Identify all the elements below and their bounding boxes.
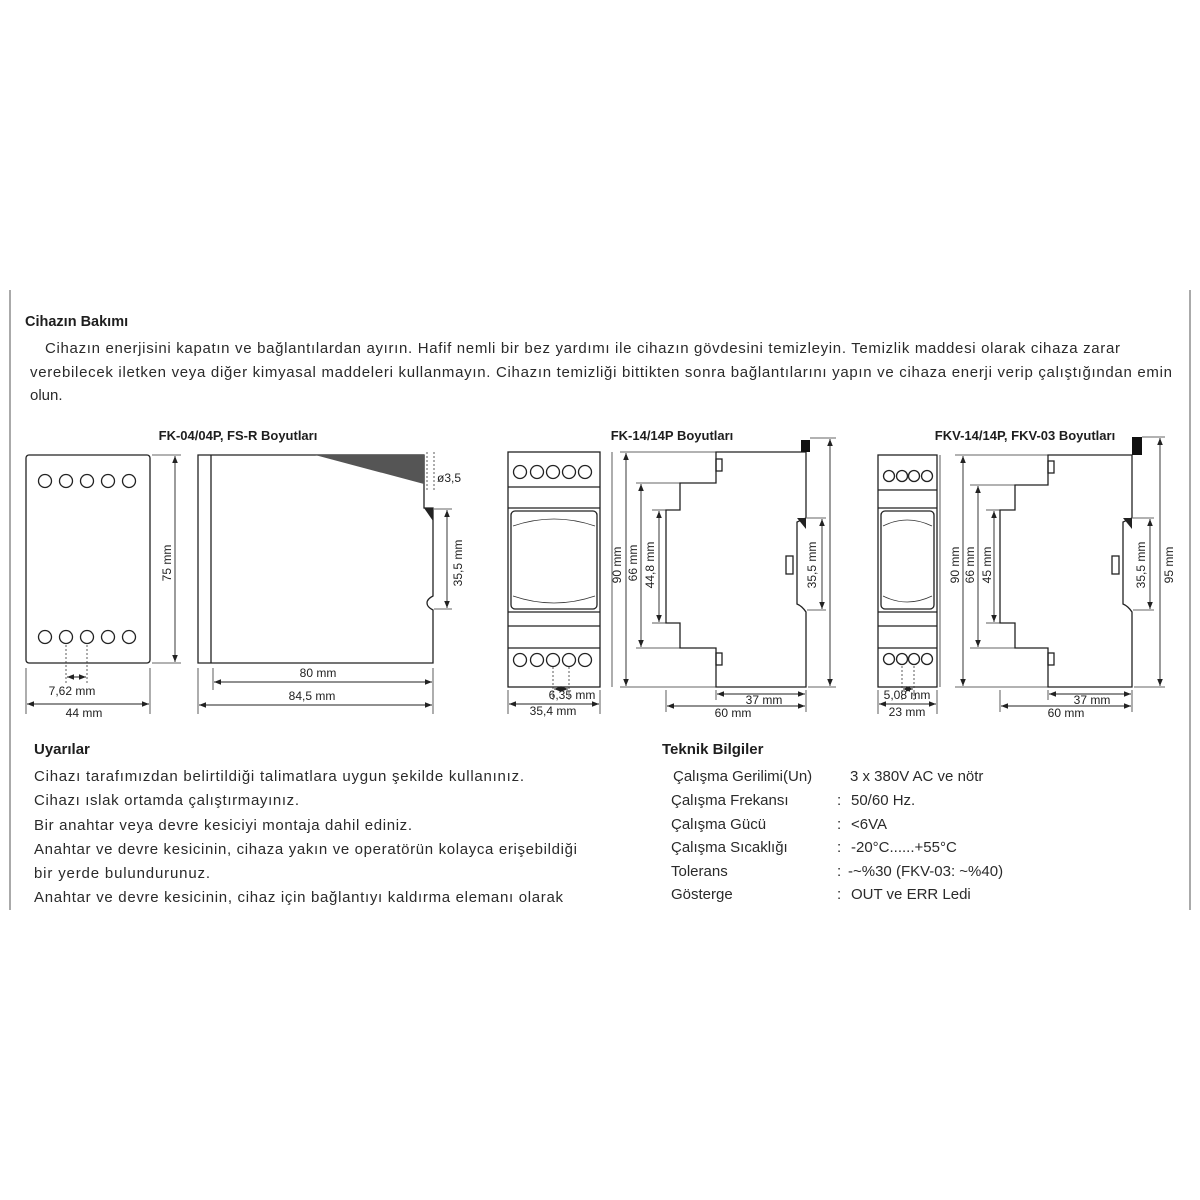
fk04-width-label: 44 mm bbox=[65, 706, 103, 720]
terminal-bump bbox=[1048, 461, 1054, 473]
fkv14-title: FKV-14/14P, FKV-03 Boyutları bbox=[934, 428, 1116, 443]
fkv14-depth-rail-label: 37 mm bbox=[1073, 693, 1111, 707]
fk04-title: FK-04/04P, FS-R Boyutları bbox=[158, 428, 318, 443]
terminal-bump bbox=[716, 653, 722, 665]
terminal-screw bbox=[563, 466, 576, 479]
front-window-arc bbox=[513, 596, 595, 603]
front-window bbox=[511, 511, 597, 609]
terminal-screw bbox=[897, 654, 908, 665]
terminal-screw bbox=[81, 475, 94, 488]
terminal-screw bbox=[884, 471, 895, 482]
terminal-screw bbox=[884, 654, 895, 665]
fk04-pitch-label: 7,62 mm bbox=[48, 684, 96, 698]
fk14-depth-rail-label: 37 mm bbox=[745, 693, 783, 707]
fkv14-pitch-label: 5,08 mm bbox=[883, 688, 931, 702]
specs-section bbox=[662, 741, 1003, 903]
terminal-screw bbox=[579, 466, 592, 479]
spec-separator: : bbox=[837, 886, 842, 903]
spec-label: Çalışma Gerilimi(Un) bbox=[673, 768, 813, 785]
terminal-screw bbox=[909, 471, 920, 482]
maintenance-line: verebilecek iletken veya diğer kimyasal maddeleri kullanmayın. Cihazın temizliği bittikten sonra bağlantılarını yapın ve cihaza enerji verip çalıştığından emin bbox=[30, 364, 1173, 381]
fkv14-depth-total-label: 60 mm bbox=[1047, 706, 1085, 720]
warnings-section bbox=[34, 741, 577, 906]
terminal-screw bbox=[102, 475, 115, 488]
warning-line: Cihazı ıslak ortamda çalıştırmayınız. bbox=[34, 792, 299, 809]
terminal-screw bbox=[123, 631, 136, 644]
fkv14-rail-label: 35,5 mm bbox=[1134, 541, 1148, 589]
terminal-screw bbox=[514, 466, 527, 479]
spec-label: Tolerans bbox=[671, 863, 728, 880]
terminal-screw bbox=[60, 631, 73, 644]
side-top-wedge bbox=[315, 455, 424, 484]
maintenance-title: Cihazın Bakımı bbox=[25, 314, 129, 330]
spec-value: -20°C......+55°C bbox=[851, 839, 957, 856]
warning-line: Bir anahtar veya devre kesiciyi montaja dahil ediniz. bbox=[34, 817, 412, 834]
spec-value: 3 x 380V AC ve nötr bbox=[850, 768, 984, 785]
fk04-side-view bbox=[198, 452, 434, 663]
fk14-depth-total-label: 60 mm bbox=[714, 706, 752, 720]
side-profile bbox=[666, 452, 806, 687]
fk14-front-view bbox=[508, 452, 600, 687]
spec-label: Çalışma Sıcaklığı bbox=[671, 839, 788, 856]
fk04-rail-label: 35,5 mm bbox=[451, 539, 465, 587]
front-window-arc bbox=[513, 519, 595, 526]
fk14-rail-label: 35,5 mm bbox=[805, 541, 819, 589]
fkv14-height-overall-label: 95 mm bbox=[1162, 546, 1176, 584]
specs-title: Teknik Bilgiler bbox=[662, 741, 764, 758]
warning-line: Anahtar ve devre kesicinin, cihaz için bağlantıyı kaldırma elemanı olarak bbox=[34, 889, 563, 906]
fk04-front-view bbox=[26, 455, 150, 663]
fk14-height-front-label: 44,8 mm bbox=[643, 541, 657, 589]
spec-label: Çalışma Frekansı bbox=[671, 792, 789, 809]
spec-separator: : bbox=[837, 863, 842, 880]
spec-label: Gösterge bbox=[671, 886, 733, 903]
fk04-depth-total-label: 84,5 mm bbox=[288, 689, 336, 703]
terminal-screw bbox=[102, 631, 115, 644]
fkv14-height-total-label: 90 mm bbox=[948, 546, 962, 584]
fk04-hole-label: ø3,5 bbox=[437, 471, 462, 485]
warning-line: bir yerde bulundurunuz. bbox=[34, 865, 210, 882]
release-slot bbox=[1112, 556, 1119, 574]
terminal-screw bbox=[909, 654, 920, 665]
terminal-bump bbox=[1048, 653, 1054, 665]
fkv14-drawing bbox=[878, 428, 1176, 720]
front-window bbox=[881, 511, 934, 609]
rail-clip bbox=[797, 518, 806, 529]
terminal-screw bbox=[897, 471, 908, 482]
fk14-height-total-label: 90 mm bbox=[610, 546, 624, 584]
fk04-drawing bbox=[26, 428, 465, 720]
warning-line: Anahtar ve devre kesicinin, cihaza yakın ve operatörün kolayca erişebildiği bbox=[34, 841, 577, 858]
terminal-screw bbox=[81, 631, 94, 644]
spec-value: <6VA bbox=[851, 816, 887, 833]
terminal-screw bbox=[531, 654, 544, 667]
fk14-title: FK-14/14P Boyutları bbox=[610, 428, 734, 443]
spec-separator: : bbox=[837, 792, 842, 809]
terminal-screw bbox=[922, 471, 933, 482]
fkv14-height-front-label: 45 mm bbox=[980, 546, 994, 584]
release-slot bbox=[786, 556, 793, 574]
terminal-screw bbox=[547, 654, 560, 667]
terminal-bump bbox=[716, 459, 722, 471]
terminal-screw bbox=[123, 475, 136, 488]
fk14-side-view bbox=[666, 440, 810, 687]
maintenance-line: Cihazın enerjisini kapatın ve bağlantılardan ayırın. Hafif nemli bir bez yardımı ile cihazın gövdesini temizleyin. Temizlik maddesi olarak cihaza zarar bbox=[45, 340, 1121, 357]
spec-label: Çalışma Gücü bbox=[671, 816, 767, 833]
front-window-arc bbox=[883, 520, 932, 526]
rail-clip bbox=[1123, 518, 1132, 529]
top-latch-block bbox=[1132, 437, 1142, 455]
terminal-screw bbox=[547, 466, 560, 479]
rail-clip bbox=[424, 508, 433, 521]
fkv14-side-view bbox=[1000, 437, 1142, 687]
spec-separator: : bbox=[837, 816, 842, 833]
terminal-screw bbox=[922, 654, 933, 665]
warnings-title: Uyarılar bbox=[34, 741, 90, 758]
fk04-depth-body-label: 80 mm bbox=[299, 666, 337, 680]
fkv14-height-step-label: 66 mm bbox=[963, 546, 977, 584]
terminal-screw bbox=[39, 475, 52, 488]
spec-separator: : bbox=[837, 839, 842, 856]
front-window-arc bbox=[883, 596, 932, 602]
fk14-pitch-label: 6,35 mm bbox=[548, 688, 596, 702]
fk14-width-label: 35,4 mm bbox=[529, 704, 577, 718]
fk14-height-step-label: 66 mm bbox=[626, 544, 640, 582]
terminal-screw bbox=[514, 654, 527, 667]
fkv14-width-label: 23 mm bbox=[888, 705, 926, 719]
fkv14-front-view bbox=[878, 455, 937, 687]
spec-value: OUT ve ERR Ledi bbox=[851, 886, 971, 903]
warning-line: Cihazı tarafımızdan belirtildiği talimatlara uygun şekilde kullanınız. bbox=[34, 768, 524, 785]
fk14-drawing bbox=[508, 428, 836, 720]
terminal-screw bbox=[563, 654, 576, 667]
spec-value: -~%30 (FKV-03: ~%40) bbox=[848, 863, 1004, 880]
terminal-screw bbox=[531, 466, 544, 479]
terminal-screw bbox=[579, 654, 592, 667]
maintenance-section bbox=[25, 314, 1172, 404]
terminal-screw bbox=[60, 475, 73, 488]
side-outline bbox=[198, 455, 433, 663]
terminal-screw bbox=[39, 631, 52, 644]
spec-value: 50/60 Hz. bbox=[851, 792, 916, 809]
top-latch-block bbox=[801, 440, 810, 452]
maintenance-line: olun. bbox=[30, 387, 63, 404]
fk04-height-label: 75 mm bbox=[160, 544, 174, 582]
